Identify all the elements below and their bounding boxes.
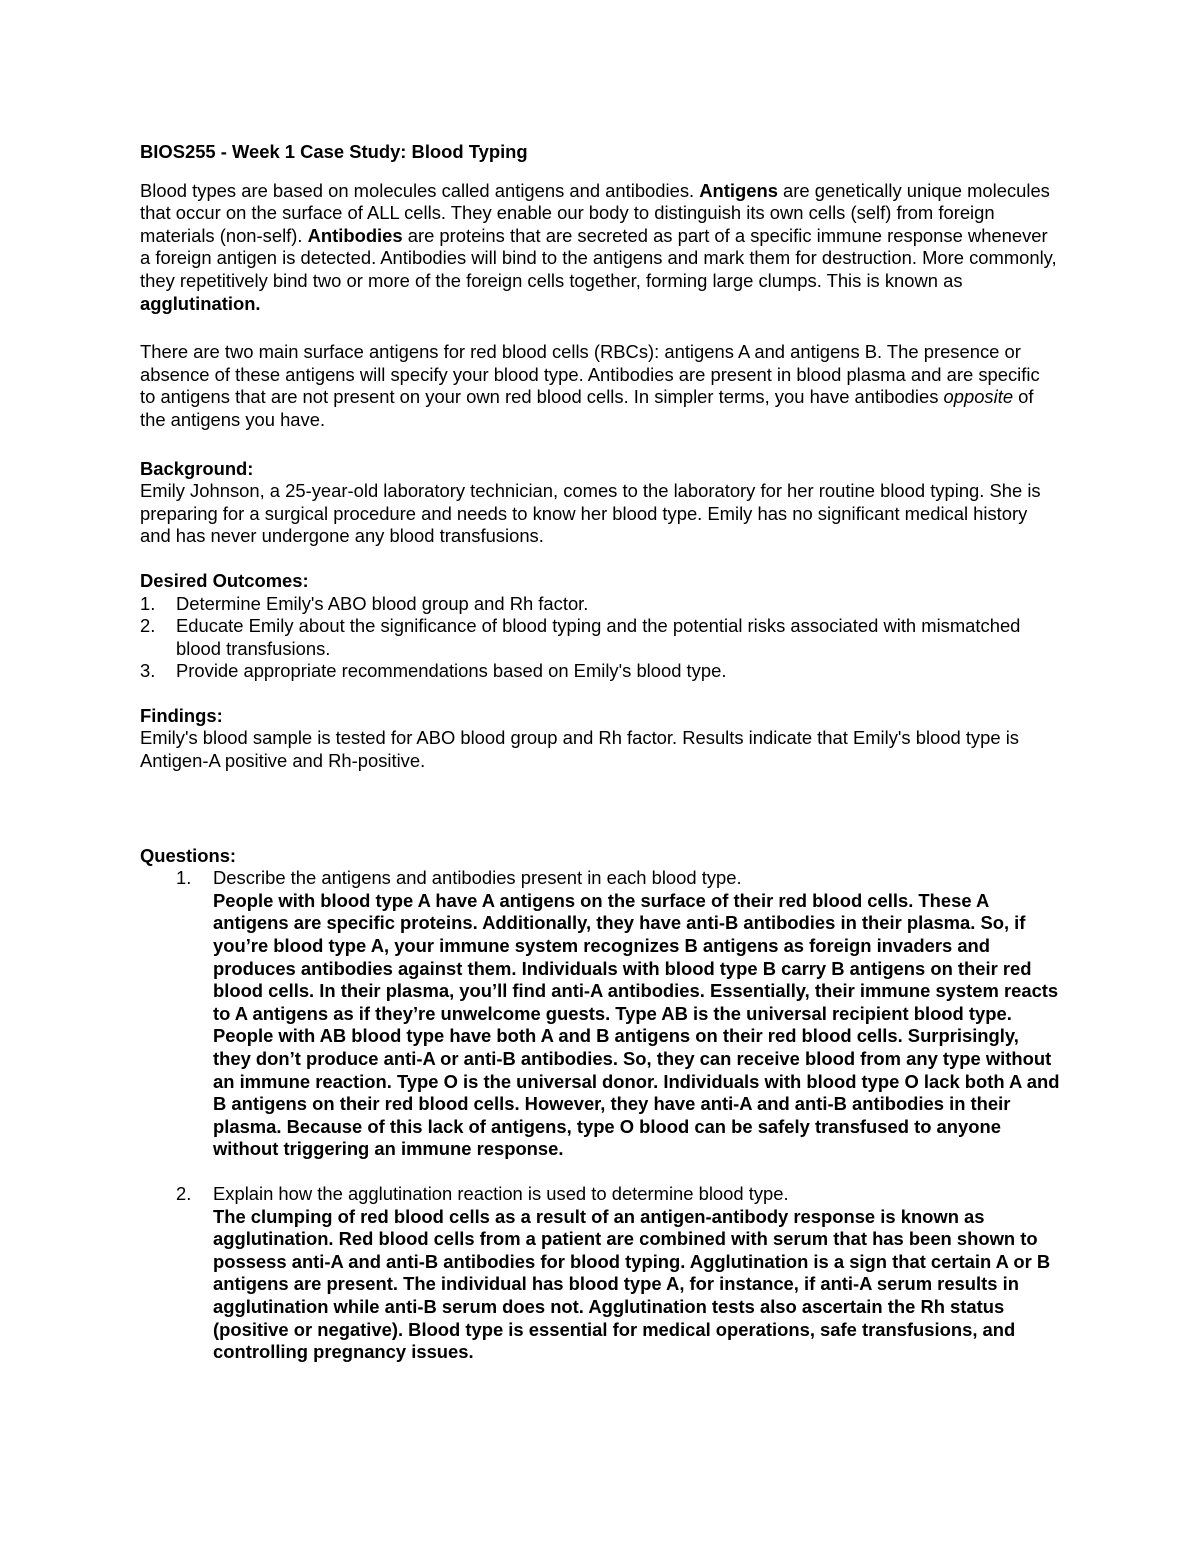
emphasis-opposite: opposite: [943, 386, 1014, 408]
questions-section: [140, 845, 1060, 1364]
list-item: [140, 615, 1060, 660]
question-item-1: [140, 867, 1060, 1161]
term-agglutination: agglutination.: [140, 292, 261, 314]
questions-heading: Questions:: [140, 844, 237, 866]
findings-text: Emily's blood sample is tested for ABO blood group and Rh factor. Results indicate that Emily's blood type is Antigen-A positive and Rh-positive.: [140, 727, 1019, 772]
list-number: 1.: [140, 592, 156, 614]
outcomes-section: [140, 570, 1060, 683]
document-title: BIOS255 - Week 1 Case Study: Blood Typing: [140, 141, 528, 162]
term-antigens: Antigens: [699, 179, 778, 201]
background-heading: Background:: [140, 457, 254, 479]
findings-section: [140, 705, 1060, 773]
questions-list: [140, 867, 1060, 1363]
list-item-text: Determine Emily's ABO blood group and Rh factor.: [176, 592, 589, 614]
answer-text: The clumping of red blood cells as a result of an antigen-antibody response is known as agglutination. Red blood cells from a patient are combined with serum that has been shown to possess anti-A and anti-B antibodies for blood typing. Agglutination is a sign that certain A or B antigens are present. The individual has blood type A, for instance, if anti-A serum results in agglutination while anti-B serum does not. Agglutination tests also ascertain the Rh status (positive or negative). Blood type is essential for medical operations, safe transfusions, and controlling pregnancy issues.: [213, 1205, 1051, 1363]
findings-heading: Findings:: [140, 704, 223, 726]
intro-text: Blood types are based on molecules called antigens and antibodies.: [140, 179, 700, 201]
intro-paragraph-1: [140, 180, 1060, 316]
question-item-2: [140, 1183, 1060, 1364]
list-item: [140, 593, 1060, 616]
list-number: 3.: [140, 660, 156, 682]
list-item: [140, 660, 1060, 683]
term-antibodies: Antibodies: [307, 224, 403, 246]
question-number: 2.: [176, 1182, 192, 1204]
outcomes-heading: Desired Outcomes:: [140, 569, 309, 591]
intro-paragraph-2: [140, 341, 1060, 431]
background-text: Emily Johnson, a 25-year-old laboratory technician, comes to the laboratory for her routine blood typing. She is preparing for a surgical procedure and needs to know her blood type. Emily has no significant medical history and has never undergone any blood transfusions.: [140, 480, 1041, 547]
question-text: Explain how the agglutination reaction is used to determine blood type.: [213, 1182, 789, 1204]
list-item-text: Provide appropriate recommendations based on Emily's blood type.: [176, 660, 727, 682]
intro-text: There are two main surface antigens for red blood cells (RBCs): antigens A and antigens B. The presence or absence of these antigens will specify your blood type. Antibodies are present in blood plasma and are specific to antigens that are not present on your own red blood cells. In simpler terms, you have antibodies: [140, 341, 1040, 408]
list-item-text: Educate Emily about the significance of blood typing and the potential risks associated with mismatched blood transfusions.: [176, 615, 1021, 659]
outcomes-list: [140, 593, 1060, 683]
intro-text: of the antigens you have.: [140, 386, 1034, 430]
document-page: [140, 141, 1060, 1364]
background-section: [140, 458, 1060, 548]
question-number: 1.: [176, 867, 192, 889]
intro-text: are proteins that are secreted as part of a specific immune response whenever a foreign antigen is detected. Antibodies will bind to the antigens and mark them for destruction. More commonly, they repetitively bind two or more of the foreign cells together, forming large clumps. This is known as: [140, 224, 1057, 291]
question-text: Describe the antigens and antibodies present in each blood type.: [213, 867, 742, 889]
list-number: 2.: [140, 615, 156, 637]
answer-text: People with blood type A have A antigens on the surface of their red blood cells. These A antigens are specific proteins. Additionally, they have anti-B antibodies in their plasma. So, if you’re blood type A, your immune system recognizes B antigens as foreign invaders and produces antibodies against them. Individuals with blood type B carry B antigens on their red blood cells. In their plasma, you’ll find anti-A antibodies. Essentially, their immune system reacts to A antigens as if they’re unwelcome guests. Type AB is the universal recipient blood type. People with AB blood type have both A and B antigens on their red blood cells. Surprisingly, they don’t produce anti-A or anti-B antibodies. So, they can receive blood from any type without an immune reaction. Type O is the universal donor. Individuals with blood type O lack both A and B antigens on their red blood cells. However, they have anti-A and anti-B antibodies in their plasma. Because of this lack of antigens, type O blood can be safely transfused to anyone without triggering an immune response.: [213, 889, 1060, 1160]
intro-text: are genetically unique molecules that occur on the surface of ALL cells. They enable our body to distinguish its own cells (self) from foreign materials (non-self).: [140, 179, 1050, 246]
